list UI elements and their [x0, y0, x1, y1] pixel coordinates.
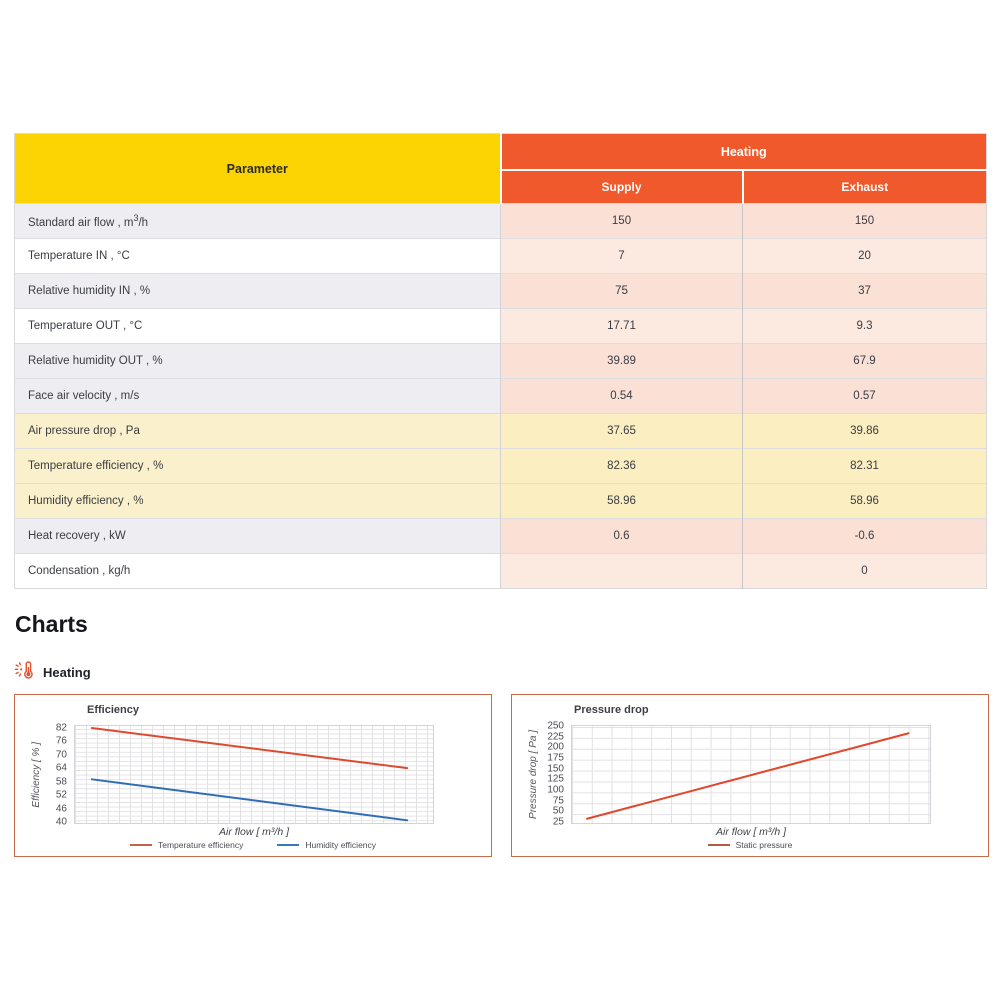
- parameter-cell: Relative humidity OUT , %: [15, 344, 501, 379]
- table-row: [15, 519, 987, 554]
- group-header-row: [15, 134, 987, 171]
- y-axis-ticks: [41, 722, 70, 828]
- exhaust-value-cell: 20: [743, 239, 987, 274]
- legend-swatch: [708, 844, 730, 847]
- y-tick-label: 50: [552, 805, 564, 817]
- table-row: [15, 379, 987, 414]
- table-row: [15, 554, 987, 589]
- y-axis-ticks: [538, 720, 567, 828]
- table-row: [15, 239, 987, 274]
- supply-value-cell: 0.54: [501, 379, 743, 414]
- plot-area: [571, 725, 931, 824]
- supply-value-cell: 58.96: [501, 484, 743, 519]
- parameter-cell: Temperature efficiency , %: [15, 449, 501, 484]
- y-tick-label: 40: [55, 816, 67, 828]
- heating-subsection-label: Heating: [43, 665, 91, 680]
- series-line: [92, 728, 407, 768]
- parameter-cell: Face air velocity , m/s: [15, 379, 501, 414]
- y-axis-label: Efficiency [ % ]: [31, 741, 42, 808]
- table-row: [15, 309, 987, 344]
- pressure-drop-chart: [511, 694, 989, 857]
- heating-group-header: Heating: [501, 134, 987, 171]
- parameter-cell: Standard air flow , $m^3/h$: [15, 204, 501, 239]
- parameter-cell: Temperature OUT , °C: [15, 309, 501, 344]
- y-axis-label: Pressure drop [ Pa ]: [528, 730, 539, 819]
- exhaust-value-cell: 67.9: [743, 344, 987, 379]
- exhaust-value-cell: 82.31: [743, 449, 987, 484]
- legend-label: Static pressure: [735, 840, 793, 850]
- y-tick-label: 175: [547, 752, 564, 764]
- supply-value-cell: 150: [501, 204, 743, 239]
- parameter-cell: Relative humidity IN , %: [15, 274, 501, 309]
- charts-section-heading: Charts: [15, 611, 88, 637]
- parameter-column-header: Parameter: [15, 134, 501, 204]
- y-tick-label: 82: [55, 722, 67, 734]
- exhaust-value-cell: 9.3: [743, 309, 987, 344]
- y-tick-label: 150: [547, 763, 564, 775]
- exhaust-value-cell: 0.57: [743, 379, 987, 414]
- parameter-cell: Condensation , kg/h: [15, 554, 501, 589]
- y-tick-label: 200: [547, 741, 564, 753]
- parameter-cell: Humidity efficiency , %: [15, 484, 501, 519]
- table-row: [15, 344, 987, 379]
- chart-title: Pressure drop: [574, 704, 649, 716]
- y-tick-label: 76: [55, 735, 67, 747]
- efficiency-chart: [14, 694, 492, 857]
- y-tick-label: 58: [55, 776, 67, 788]
- chart-title: Efficiency: [87, 704, 139, 716]
- supply-value-cell: 39.89: [501, 344, 743, 379]
- series-line: [587, 733, 908, 818]
- series-lines: [572, 726, 930, 823]
- table-row: [15, 414, 987, 449]
- table-row: [15, 274, 987, 309]
- legend-swatch: [277, 844, 299, 847]
- supply-value-cell: 0.6: [501, 519, 743, 554]
- table-row: [15, 204, 987, 239]
- y-tick-label: 75: [552, 795, 564, 807]
- supply-value-cell: 75: [501, 274, 743, 309]
- exhaust-value-cell: -0.6: [743, 519, 987, 554]
- supply-value-cell: 17.71: [501, 309, 743, 344]
- y-tick-label: 225: [547, 731, 564, 743]
- legend-item: [277, 840, 376, 850]
- series-line: [92, 779, 407, 820]
- parameters-table: [14, 133, 987, 589]
- thermometer-sun-icon: [14, 660, 34, 685]
- exhaust-column-header: Exhaust: [743, 170, 987, 204]
- exhaust-value-cell: 58.96: [743, 484, 987, 519]
- exhaust-value-cell: 0: [743, 554, 987, 589]
- parameter-cell: Air pressure drop , Pa: [15, 414, 501, 449]
- exhaust-value-cell: 37: [743, 274, 987, 309]
- supply-value-cell: 7: [501, 239, 743, 274]
- y-tick-label: 64: [55, 762, 67, 774]
- supply-value-cell: 37.65: [501, 414, 743, 449]
- parameter-cell: Heat recovery , kW: [15, 519, 501, 554]
- y-tick-label: 125: [547, 773, 564, 785]
- series-lines: [75, 726, 433, 823]
- legend-swatch: [130, 844, 152, 847]
- y-tick-label: 46: [55, 803, 67, 815]
- legend-item: [130, 840, 243, 850]
- exhaust-value-cell: 39.86: [743, 414, 987, 449]
- table-row: [15, 484, 987, 519]
- table-row: [15, 449, 987, 484]
- x-axis-label: Air flow [ m³/h ]: [715, 826, 786, 838]
- chart-legend: [512, 840, 988, 850]
- legend-label: Humidity efficiency: [305, 840, 377, 850]
- chart-legend: [15, 840, 491, 850]
- x-axis-label: Air flow [ m³/h ]: [218, 826, 289, 838]
- exhaust-value-cell: 150: [743, 204, 987, 239]
- y-tick-label: 100: [547, 784, 564, 796]
- y-tick-label: 52: [55, 789, 67, 801]
- parameter-cell: Temperature IN , °C: [15, 239, 501, 274]
- supply-value-cell: [501, 554, 743, 589]
- supply-column-header: Supply: [501, 170, 743, 204]
- y-tick-label: 250: [547, 720, 564, 732]
- plot-area: [74, 725, 434, 824]
- supply-value-cell: 82.36: [501, 449, 743, 484]
- y-tick-label: 25: [552, 816, 564, 828]
- table-body: [15, 204, 987, 589]
- legend-item: [708, 840, 793, 850]
- legend-label: Temperature efficiency: [157, 840, 244, 850]
- heating-subsection-header: [14, 660, 91, 685]
- y-tick-label: 70: [55, 749, 67, 761]
